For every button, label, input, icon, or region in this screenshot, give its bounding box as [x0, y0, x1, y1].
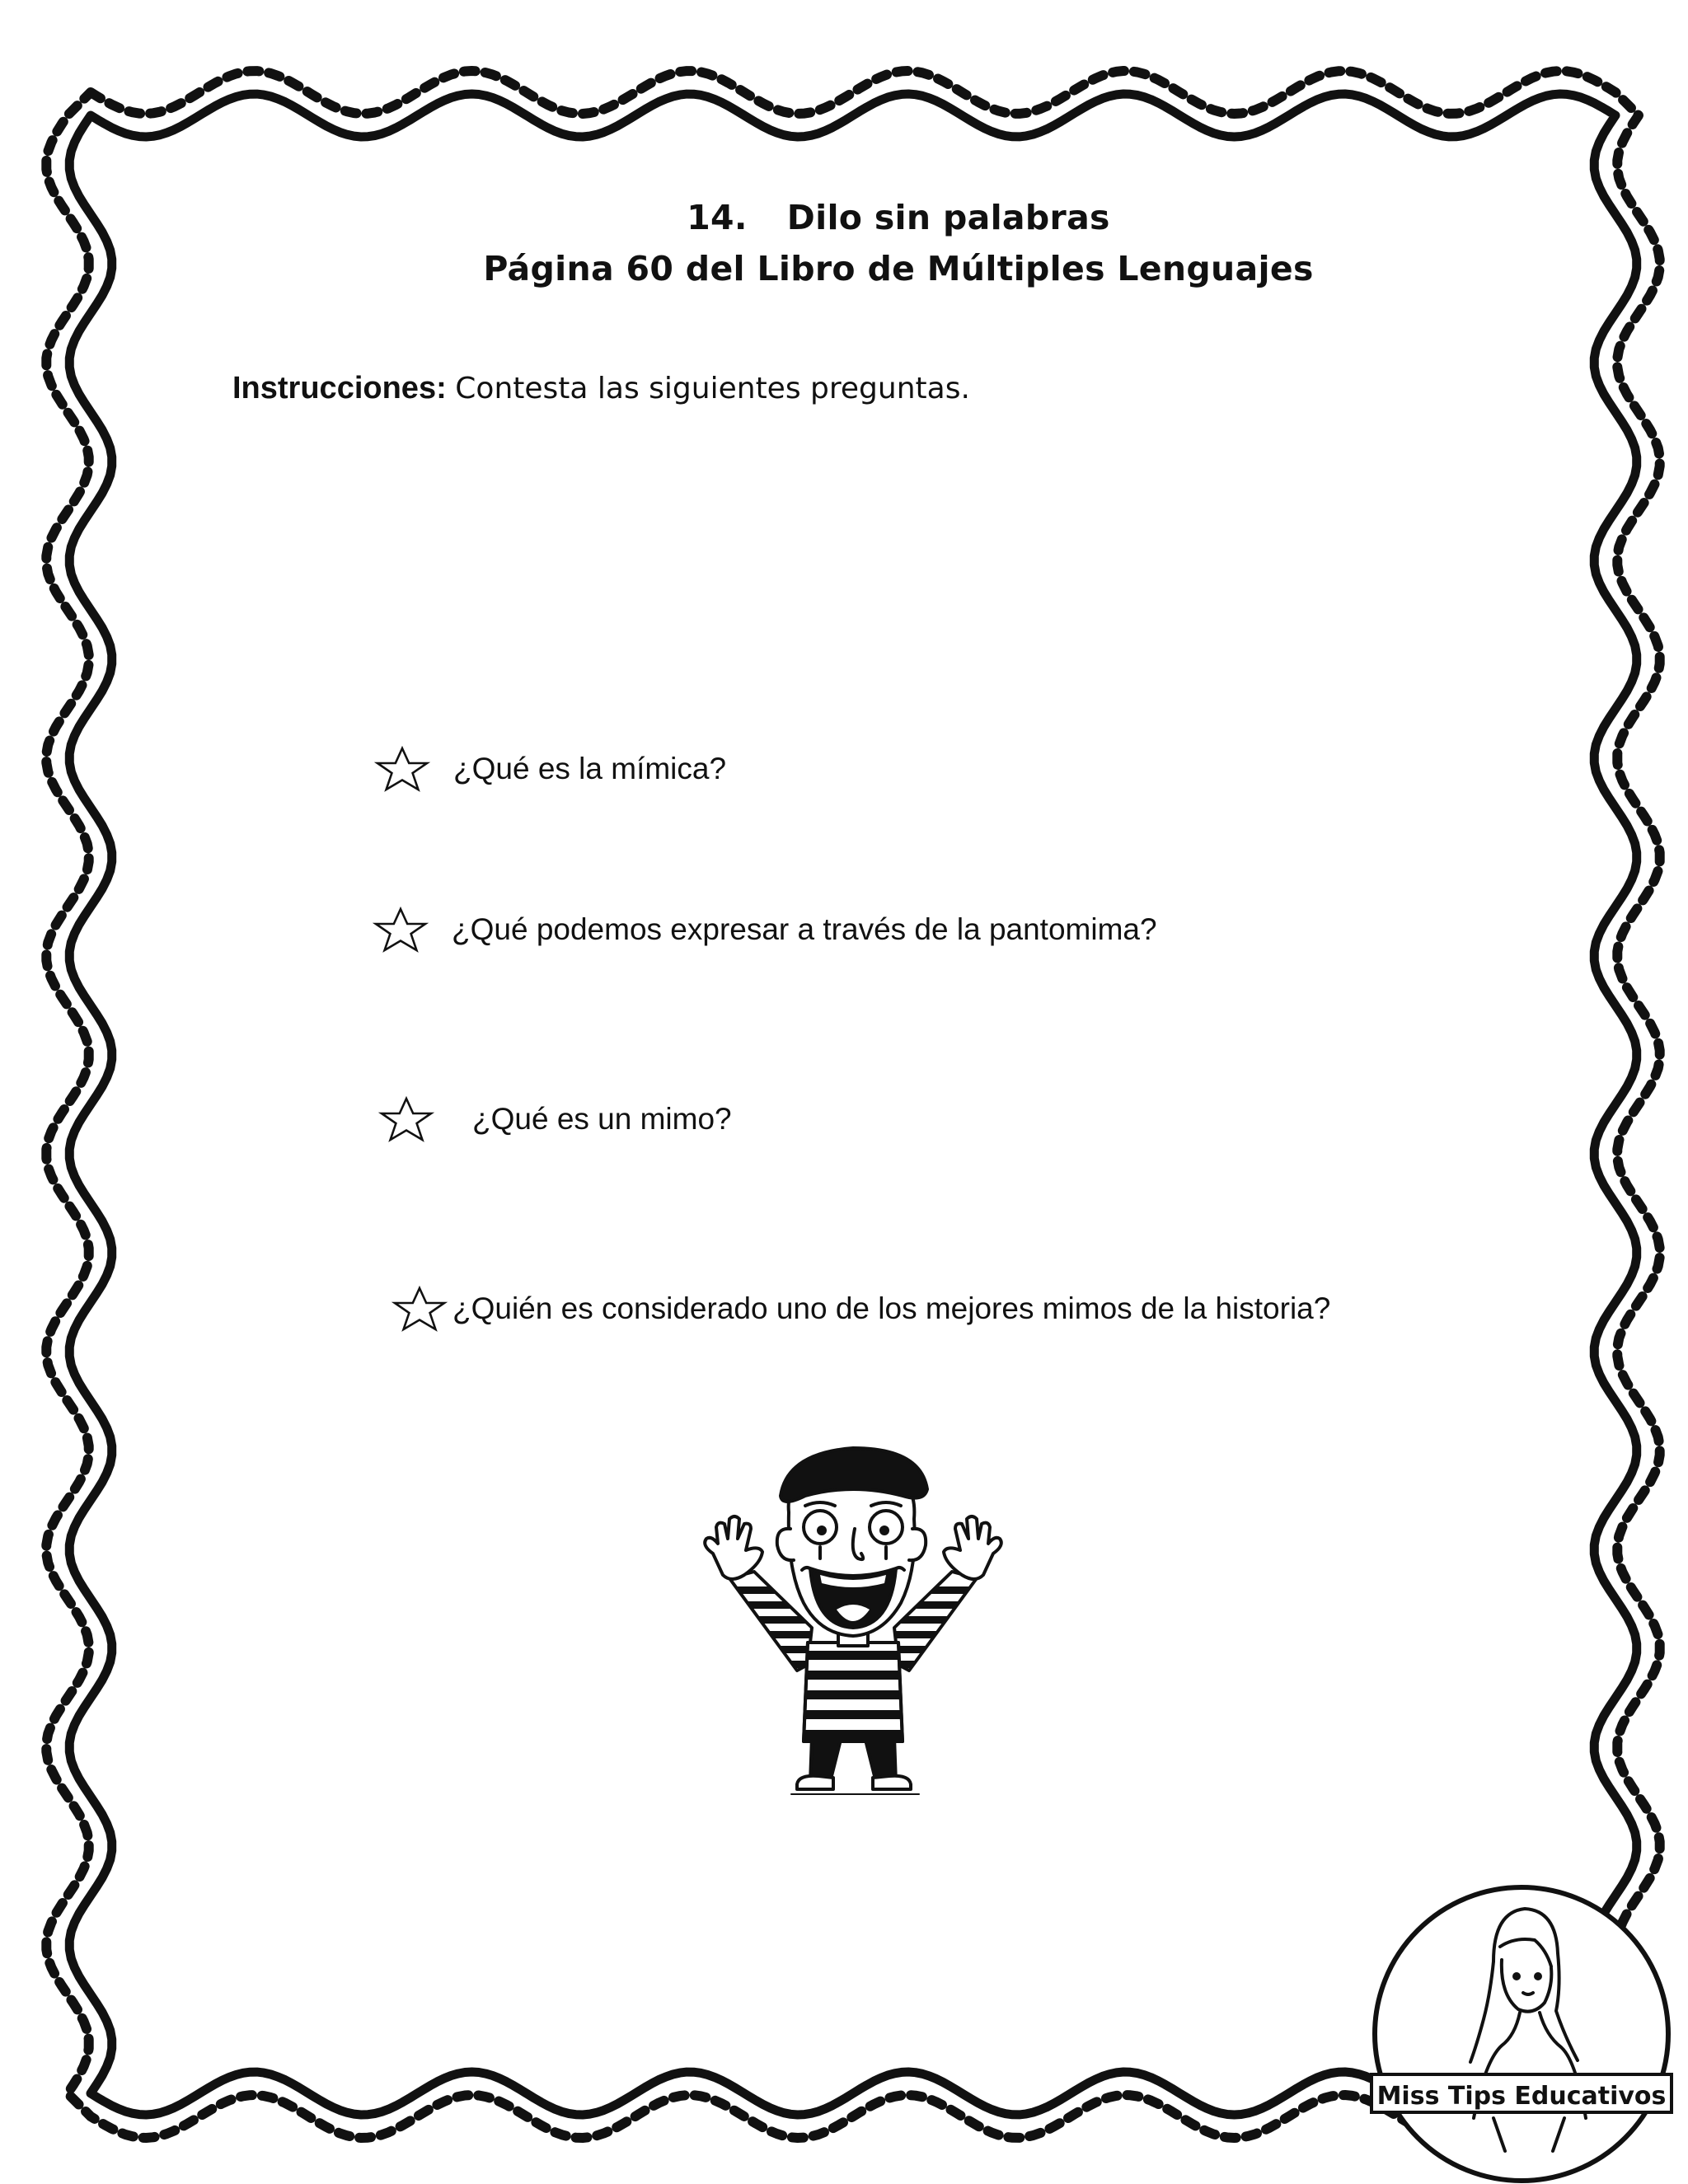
question-item: [390, 1286, 1330, 1332]
question-text: ¿Qué podemos expresar a través de la pantomima?: [452, 912, 1157, 946]
question-item: [377, 1096, 732, 1142]
instructions-label: Instrucciones:: [232, 371, 447, 405]
instructions: [232, 371, 970, 406]
instructions-text: Contesta las siguientes preguntas.: [455, 372, 970, 405]
worksheet-subtitle: Página 60 del Libro de Múltiples Lenguajes: [483, 249, 1314, 288]
star-outline-icon: [371, 907, 430, 953]
star-outline-icon: [373, 746, 432, 792]
star-outline-icon: [390, 1286, 449, 1332]
question-item: [371, 907, 1157, 953]
question-text: ¿Quién es considerado uno de los mejores mimos de la historia?: [452, 1291, 1331, 1325]
star-outline-icon: [377, 1096, 436, 1142]
mime-illustration: [696, 1430, 1010, 1801]
worksheet-title: [0, 198, 1688, 237]
question-item: [373, 746, 726, 792]
question-text: ¿Qué es la mímica?: [453, 752, 727, 785]
logo-text: Miss Tips Educativos: [1370, 2073, 1673, 2114]
brand-logo: [1370, 1871, 1673, 2184]
activity-name: Dilo sin palabras: [786, 198, 1110, 237]
question-text: ¿Qué es un mimo?: [472, 1102, 732, 1136]
woman-portrait-logo: [1370, 1871, 1673, 2184]
activity-number: 14.: [687, 198, 748, 237]
